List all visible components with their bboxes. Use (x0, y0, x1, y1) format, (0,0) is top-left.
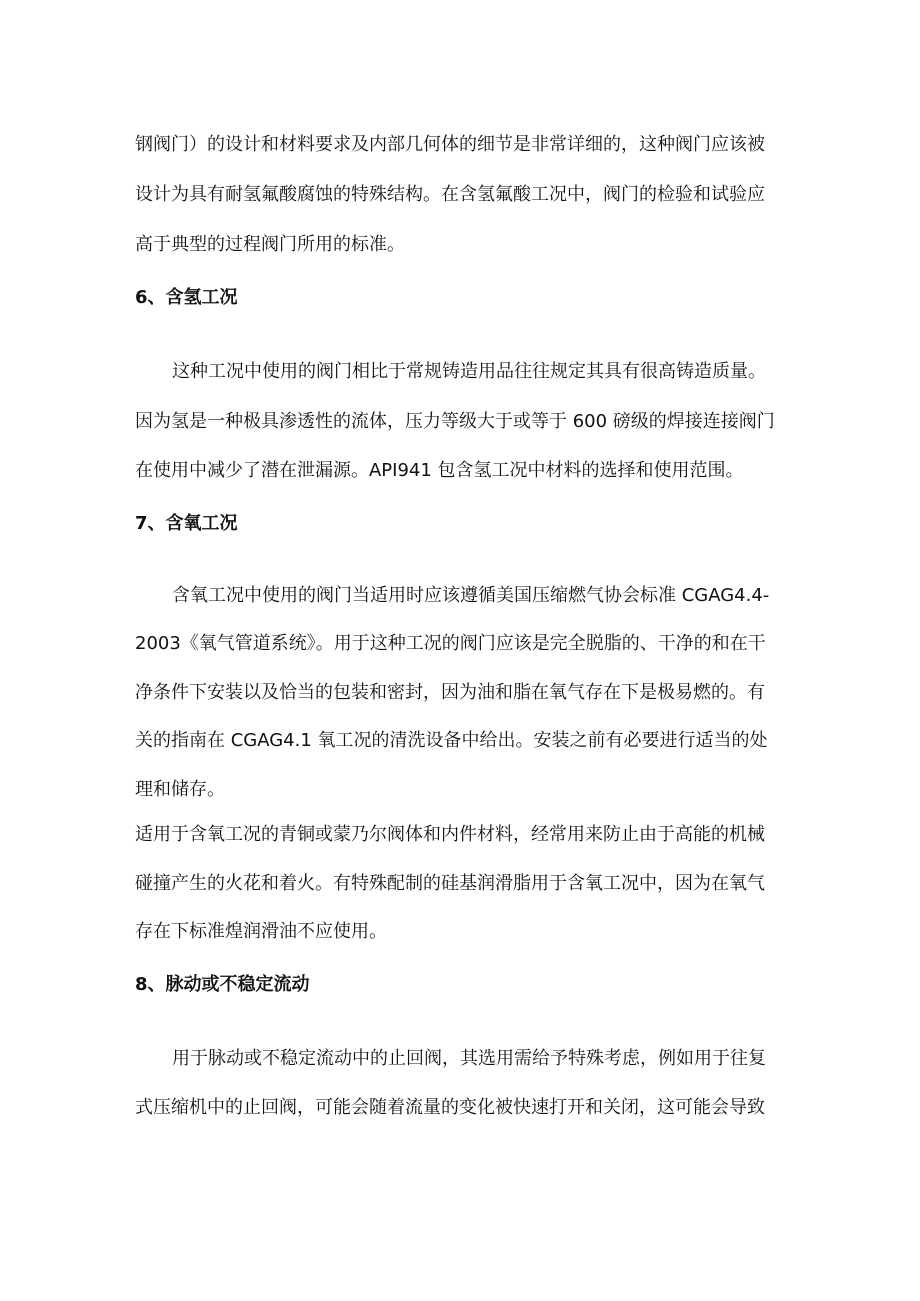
body-text-line: 2003《氧气管道系统》。用于这种工况的阀门应该是完全脱脂的、干净的和在干 (135, 633, 766, 654)
body-text-line: 关的指南在 CGAG4.1 氧工况的清洗设备中给出。安装之前有必要进行适当的处 (135, 730, 768, 751)
body-text-line: 适用于含氧工况的青铜或蒙乃尔阀体和内件材料，经常用来防止由于高能的机械 (135, 824, 765, 845)
body-text-line: 这种工况中使用的阀门相比于常规铸造用品往往规定其具有很高铸造质量。 (172, 361, 766, 382)
section-heading: 8、脉动或不稳定流动 (135, 974, 310, 995)
body-text-line: 因为氢是一种极具渗透性的流体，压力等级大于或等于 600 磅级的焊接连接阀门 (135, 411, 775, 432)
body-text-line: 净条件下安装以及恰当的包装和密封，因为油和脂在氧气存在下是极易燃的。有 (135, 682, 765, 703)
body-text-line: 理和储存。 (135, 779, 225, 800)
body-text-line: 式压缩机中的止回阀，可能会随着流量的变化被快速打开和关闭，这可能会导致 (135, 1097, 765, 1118)
body-text-line: 在使用中减少了潜在泄漏源。API941 包含氢工况中材料的选择和使用范围。 (135, 460, 744, 481)
body-text-line: 碰撞产生的火花和着火。有特殊配制的硅基润滑脂用于含氧工况中，因为在氧气 (135, 873, 765, 894)
body-text-line: 钢阀门）的设计和材料要求及内部几何体的细节是非常详细的，这种阀门应该被 (135, 134, 765, 155)
body-text-line: 高于典型的过程阀门所用的标准。 (135, 234, 405, 255)
section-heading: 6、含氢工况 (135, 287, 238, 308)
body-text-line: 存在下标准煌润滑油不应使用。 (135, 921, 387, 942)
body-text-line: 用于脉动或不稳定流动中的止回阀，其选用需给予特殊考虑，例如用于往复 (172, 1048, 766, 1069)
body-text-line: 设计为具有耐氢氟酸腐蚀的特殊结构。在含氢氟酸工况中，阀门的检验和试验应 (135, 184, 765, 205)
section-heading: 7、含氧工况 (135, 513, 238, 534)
body-text-line: 含氧工况中使用的阀门当适用时应该遵循美国压缩燃气协会标准 CGAG4.4- (172, 585, 770, 606)
